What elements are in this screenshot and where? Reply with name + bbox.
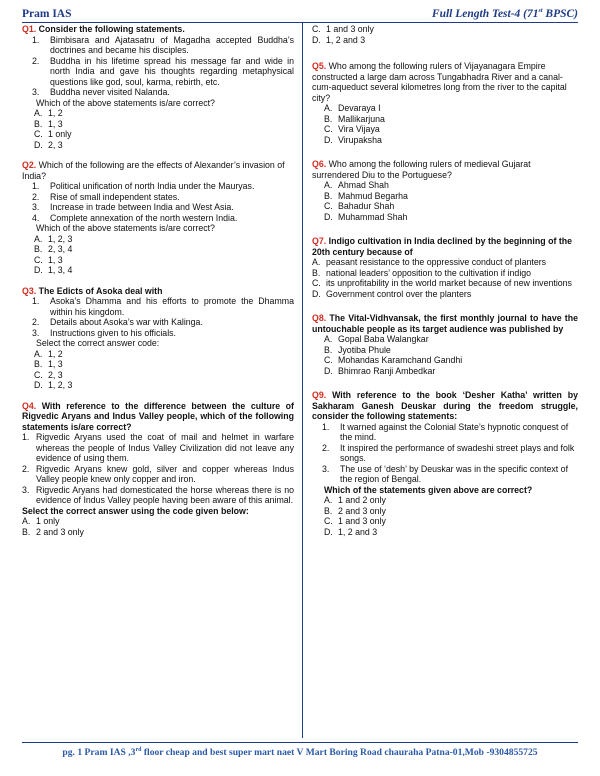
statement: 1. Bimbisara and Ajatasatru of Magadha accepted Buddha’s doctrines and became his disciples. (32, 34, 294, 55)
option[interactable]: D. Muhammad Shah (324, 211, 408, 222)
option[interactable]: A. 1, 2 (34, 348, 63, 359)
statement: 1. Political unification of north India under the Mauryas. (32, 181, 255, 191)
option[interactable]: B. Mahmud Begarha (324, 190, 408, 201)
option[interactable]: A. Ahmad Shah (324, 180, 389, 190)
question-text: The Vital-Vidhvansak, the first monthly journal to have the untouchable people as its target audience was published by (312, 313, 578, 334)
page-footer (22, 742, 578, 765)
question-8 (312, 313, 578, 376)
option[interactable]: B. 2, 3, 4 (34, 244, 73, 254)
question-9 (312, 390, 578, 537)
column-divider (302, 23, 303, 738)
option[interactable]: D. 1, 2 and 3 (324, 526, 378, 537)
page-header (22, 8, 578, 23)
option[interactable]: B. 2 and 3 only (324, 505, 386, 516)
option[interactable]: C. 2, 3 (34, 369, 63, 380)
question-number: Q5. (312, 61, 327, 71)
question-number: Q2. (22, 160, 37, 170)
option[interactable]: C. 1, 3 (34, 254, 63, 265)
option[interactable]: A. Devaraya I (324, 103, 381, 113)
question-3 (22, 286, 294, 391)
question-4 (22, 401, 294, 538)
statement: 2. Rigvedic Aryans knew gold, silver and copper whereas Indus Valley people knew only copper and iron. (22, 463, 294, 484)
option[interactable]: C. 1 and 3 only (312, 24, 374, 34)
question-text: The Edicts of Asoka deal with (36, 285, 163, 296)
statement: 1. Asoka’s Dhamma and his efforts to promote the Dhamma within his kingdom. (32, 296, 294, 317)
question-text: Who among the following rulers of Vijayanagara Empire constructed a large dam across Tungabhadra River and a canal-cum-aqueduct several kilometres long from the river to the capital city? (312, 61, 567, 103)
option[interactable]: D. Virupaksha (324, 134, 382, 145)
option-list (312, 257, 578, 299)
question-5 (312, 61, 578, 145)
question-text: With reference to the difference between the culture of Rigvedic Aryans and Indus Valley people, which of the following statements is/are correct? (22, 400, 294, 432)
question-prompt: Which of the above statements is/are correct? (36, 97, 215, 108)
question-number: Q3. (22, 285, 37, 296)
statement: 1. Rigvedic Aryans used the coat of mail and helmet in warfare whereas the people of Indus Valley Civilization did not leave any evidence of using them. (22, 432, 294, 463)
option-list (22, 234, 294, 276)
question-number: Q4. (22, 400, 37, 411)
question-prompt: Select the correct answer code: (36, 338, 160, 348)
option-list-continued (312, 24, 578, 45)
statement: 1. It warned against the Colonial State’s hypnotic conquest of the mind. (322, 421, 569, 442)
question-text: Who among the following rulers of medieval Gujarat surrendered Diu to the Portuguese? (312, 159, 531, 180)
option[interactable]: B. Jyotiba Phule (324, 344, 391, 355)
statement: 2. Buddha in his lifetime spread his message far and wide in north India and gave his thoughts regarding metaphysical questions like god, soul, karma, rebirth, etc. (32, 55, 294, 87)
option[interactable]: C. 1 only (34, 129, 72, 139)
question-text: Which of the following are the effects of Alexander’s invasion of India? (22, 160, 285, 181)
statement: 3. Instructions given to his officials. (32, 327, 176, 338)
question-number: Q1. (22, 24, 37, 34)
option[interactable]: A. 1, 2, 3 (34, 233, 73, 244)
option[interactable]: C. Mohandas Karamchand Gandhi (324, 355, 463, 365)
question-number: Q7. (312, 236, 327, 246)
option-list (22, 108, 294, 150)
option[interactable]: C. Vira Vijaya (324, 124, 380, 134)
option-list (22, 516, 294, 537)
left-column (22, 24, 294, 537)
question-1 (22, 24, 294, 150)
question-text: Indigo cultivation in India declined by the beginning of the 20th century because of (312, 236, 573, 257)
statement-list (22, 432, 294, 506)
statement: 2. It inspired the performance of swadeshi street plays and folk songs. (322, 442, 575, 463)
option-list (312, 495, 578, 537)
option[interactable]: A. 1 only (22, 516, 60, 526)
question-2 (22, 160, 294, 276)
option[interactable]: B. Mallikarjuna (324, 113, 385, 124)
option[interactable]: D. 2, 3 (34, 139, 63, 150)
brand-name: Pram IAS (22, 8, 72, 20)
statement-list (312, 422, 578, 485)
statement: 3. Rigvedic Aryans had domesticated the horse whereas there is no evidence of Indus Valley people having been aware of this animal. (22, 484, 294, 505)
statement: 3. The use of ‘desh’ by Deuskar was in the specific context of the region of Bengal. (322, 463, 569, 484)
question-text: With reference to the book ‘Desher Katha’ written by Sakharam Ganesh Deuskar during the freedom struggle, consider the following statements: (312, 390, 578, 421)
statement: 3. Buddha never visited Nalanda. (32, 87, 170, 97)
option[interactable]: D. Government control over the planters (312, 288, 472, 299)
footer-address: pg. 1 Pram IAS ,3rd floor cheap and best super mart naet V Mart Boring Road chauraha Patna-01,Mob -9304855725 (62, 746, 538, 758)
question-number: Q9. (312, 390, 327, 400)
option[interactable]: C. Bahadur Shah (324, 201, 395, 211)
question-6 (312, 159, 578, 222)
option[interactable]: D. 1, 2, 3 (34, 380, 73, 390)
statement: 3. Increase in trade between India and West Asia. (32, 202, 234, 212)
question-prompt: Which of the statements given above are correct? (324, 484, 533, 495)
statement-list (22, 181, 294, 223)
option[interactable]: D. Bhimrao Ranji Ambedkar (324, 365, 436, 376)
statement: 2. Details about Asoka’s war with Kalinga. (32, 317, 203, 327)
question-7 (312, 236, 578, 299)
question-number: Q8. (312, 313, 327, 323)
test-title: Full Length Test-4 (71st BPSC) (431, 8, 578, 20)
question-prompt: Select the correct answer using the code given below: (22, 505, 249, 516)
option[interactable]: A. peasant resistance to the oppressive conduct of planters (312, 257, 547, 267)
statement: 4. Complete annexation of the north western India. (32, 212, 238, 223)
option[interactable]: C. its unprofitability in the world market because of new inventions (312, 278, 572, 288)
option[interactable]: A. 1, 2 (34, 108, 63, 118)
option[interactable]: B. national leaders’ opposition to the cultivation if indigo (312, 267, 532, 278)
option[interactable]: B. 2 and 3 only (22, 526, 84, 537)
question-number: Q6. (312, 159, 327, 169)
option[interactable]: B. 1, 3 (34, 359, 63, 369)
option[interactable]: A. 1 and 2 only (324, 495, 386, 505)
statement-list (22, 35, 294, 98)
option[interactable]: B. 1, 3 (34, 118, 63, 129)
statement-list (22, 296, 294, 338)
question-prompt: Which of the above statements is/are correct? (36, 223, 215, 233)
statement: 2. Rise of small independent states. (32, 191, 180, 202)
option-list (312, 103, 578, 145)
option[interactable]: D. 1, 3, 4 (34, 265, 73, 275)
option-list (312, 180, 578, 222)
right-column (312, 24, 578, 537)
question-text: Consider the following statements. (36, 24, 185, 34)
option[interactable]: A. Gopal Baba Walangkar (324, 334, 429, 344)
option-list (22, 349, 294, 391)
option[interactable]: C. 1 and 3 only (324, 516, 386, 526)
option-list (312, 334, 578, 376)
option[interactable]: D. 1, 2 and 3 (312, 34, 366, 45)
